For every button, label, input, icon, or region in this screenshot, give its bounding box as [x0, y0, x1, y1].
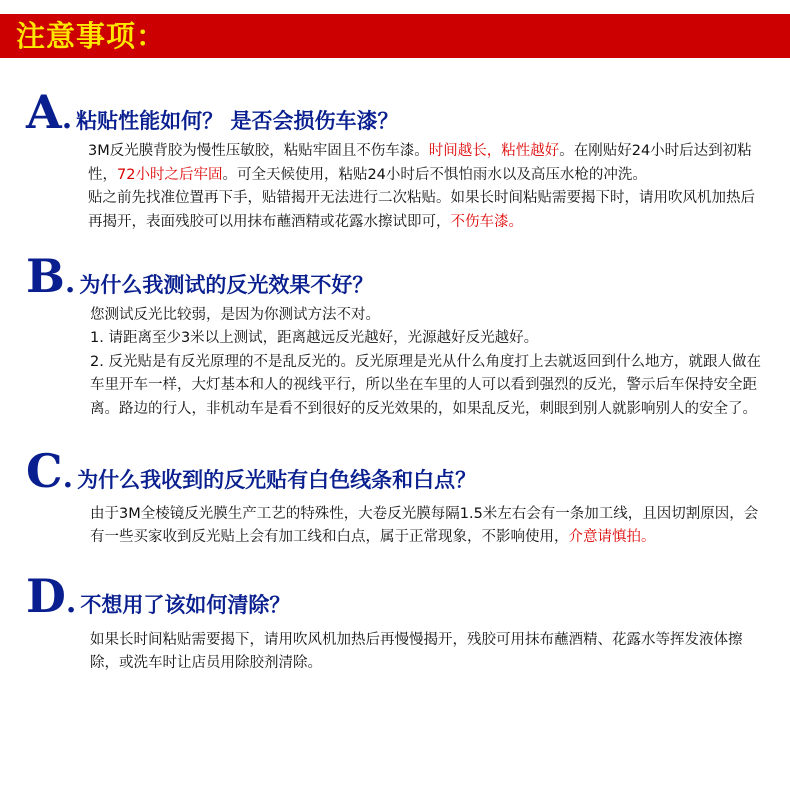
section-letter-c: C. — [26, 444, 74, 499]
body-text: 您测试反光比较弱，是因为你测试方法不对。 — [90, 306, 380, 323]
section-letter-d: D. — [26, 568, 77, 623]
faq-section-a — [26, 85, 764, 234]
highlighted-text: 不伤车漆。 — [450, 213, 523, 230]
faq-body-a — [88, 140, 764, 234]
body-text: 由于3M全棱镜反光膜生产工艺的特殊性，大卷反光膜每隔1.5米左右会有一条加工线，且因切割原因，会有一些买家收到反光贴上会有加工线和白点，属于正常现象，不影响使用， — [90, 505, 759, 546]
banner-title: 注意事项： — [16, 18, 167, 53]
faq-heading-a — [26, 85, 764, 139]
paragraph — [90, 629, 764, 676]
body-text: 1. 请距离至少3米以上测试，距离越远反光越好，光源越好反光越好。 — [90, 330, 539, 347]
faq-heading-d — [26, 568, 764, 623]
body-text: 贴之前先找准位置再下手，贴错揭开无法进行二次粘贴。如果长时间粘贴需要揭下时，请用吹风机加热后再揭开，表面残胶可以用抹布蘸酒精或花露水擦试即可， — [88, 190, 755, 230]
highlighted-text: 72小时之后牢固 — [117, 166, 223, 183]
paragraph — [90, 351, 764, 421]
faq-section-c — [26, 444, 764, 549]
notice-banner — [0, 14, 790, 58]
paragraph — [90, 304, 764, 327]
body-text: 如果长时间粘贴需要揭下，请用吹风机加热后再慢慢揭开，残胶可用抹布蘸酒精、花露水等挥发液体擦除，或洗车时让店员用除胶剂清除。 — [90, 631, 743, 672]
paragraph — [90, 327, 764, 350]
faq-heading-c — [26, 444, 764, 499]
faq-body-c — [90, 503, 764, 550]
section-letter-b: B. — [26, 249, 76, 304]
body-text: 3M反光膜背胶为慢性压敏胶，粘贴牢固且不伤车漆。 — [88, 143, 429, 160]
section-question-d: 不想用了该如何清除？ — [80, 592, 291, 617]
body-text: 2. 反光贴是有反光原理的不是乱反光的。反光原理是光从什么角度打上去就返回到什么地方，就跟人做在车里开车一样，大灯基本和人的视线平行，所以坐在车里的人可以看到强烈的反光，警示后车保持安全距离。路边的行人，非机动车是看不到很好的反光效果的，如果乱反光，刺眼到别人就影响别人的安全了。 — [90, 353, 761, 417]
highlighted-text: 时间越长，粘性越好 — [428, 143, 560, 160]
section-letter-a: A. — [26, 85, 73, 139]
body-text: 。在刚贴好24小时后达到初粘性， — [88, 143, 752, 183]
highlighted-text: 介意请慎拍。 — [568, 529, 656, 546]
faq-heading-b — [26, 249, 764, 304]
section-question-c: 为什么我收到的反光贴有白色线条和白点？ — [77, 468, 477, 493]
faq-sections — [0, 85, 790, 676]
body-text: 。可全天候使用，粘贴24小时后不惧怕雨水以及高压水枪的冲洗。 — [222, 166, 647, 183]
faq-section-d — [26, 568, 764, 676]
paragraph — [88, 187, 764, 234]
paragraph — [88, 140, 764, 187]
section-question-a: 粘贴性能如何？ 是否会损伤车漆？ — [76, 109, 399, 133]
faq-document — [0, 14, 790, 792]
paragraph — [90, 503, 764, 550]
faq-body-b — [90, 304, 764, 421]
section-question-b: 为什么我测试的反光效果不好？ — [79, 273, 374, 298]
faq-section-b — [26, 249, 764, 421]
faq-body-d — [90, 629, 764, 676]
